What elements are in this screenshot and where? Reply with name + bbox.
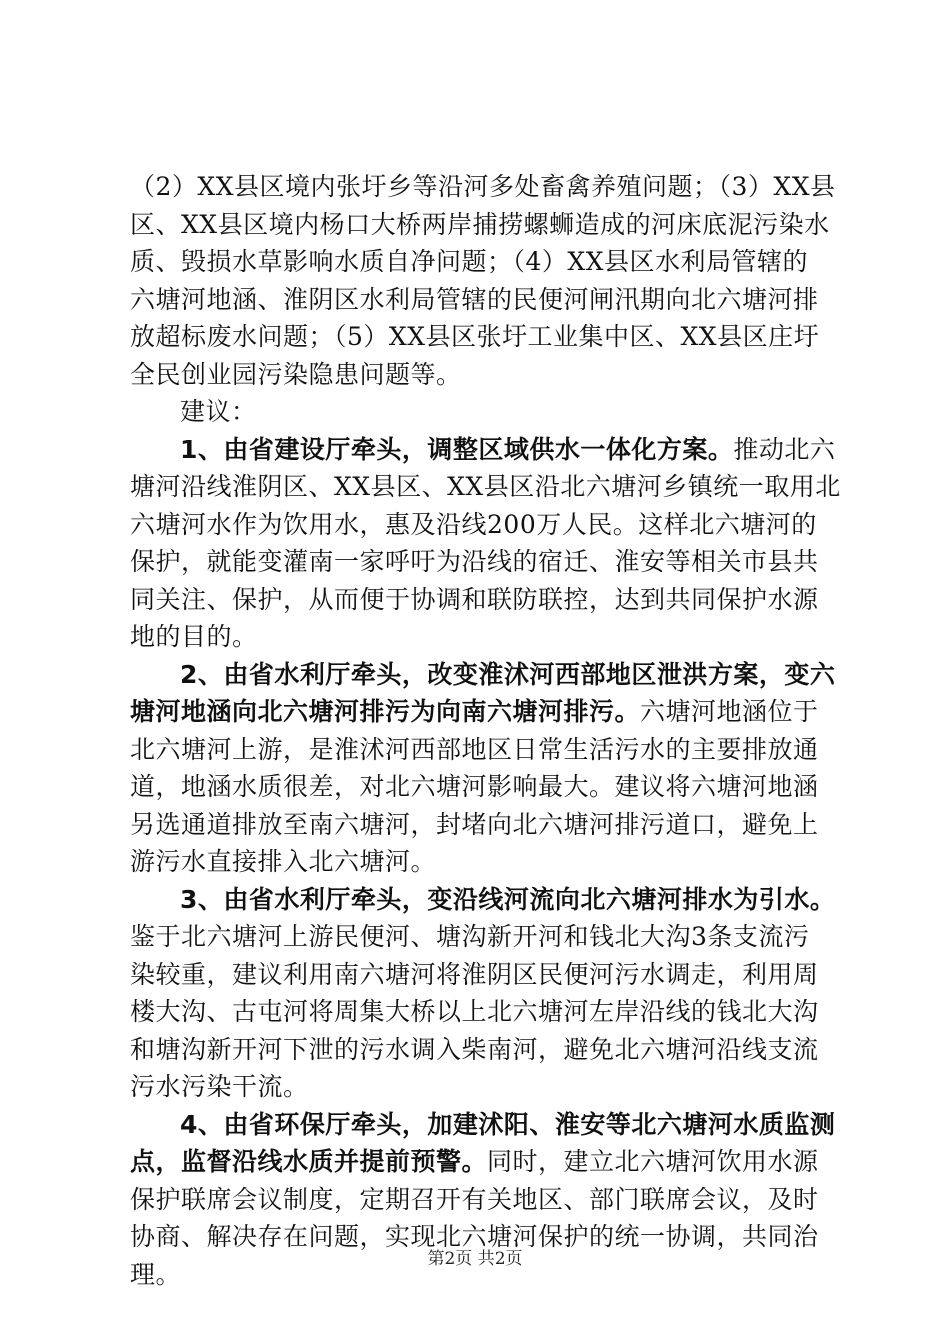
text-line — [130, 993, 842, 1031]
text-run: 六塘河地涵、淮阴区水利局管辖的民便河闸汛期向北六塘河排 — [130, 284, 819, 314]
text-line — [130, 506, 842, 544]
text-line — [130, 581, 842, 619]
text-run: 全民创业园污染隐患问题等。 — [130, 359, 462, 389]
text-run: 污水污染干流。 — [130, 1072, 309, 1101]
text-run: 区、XX县区境内杨口大桥两岸捕捞螺蛳造成的河床底泥污染水 — [130, 209, 830, 239]
text-run: 保护联席会议制度，定期召开有关地区、部门联席会议，及时 — [130, 1184, 819, 1214]
text-run: 地的目的。 — [130, 622, 258, 651]
text-line — [130, 393, 842, 431]
text-run: 染较重，建议利用南六塘河将淮阴区民便河污水调走，利用周 — [130, 959, 819, 989]
text-run: 建议： — [180, 397, 257, 426]
text-run: 北六塘河上游，是淮沭河西部地区日常生活污水的主要排放通 — [130, 734, 819, 764]
text-run: 塘河沿线淮阴区、XX县区、XX县区沿北六塘河乡镇统一取用北 — [130, 472, 841, 501]
text-line — [130, 318, 842, 356]
page-footer — [0, 1244, 950, 1269]
text-run: 游污水直接排入北六塘河。 — [130, 847, 437, 876]
page-number-label: 第2页 共2页 — [427, 1249, 523, 1269]
text-line — [130, 731, 842, 769]
text-line — [130, 843, 842, 881]
text-run: 推动北六 — [733, 434, 836, 464]
text-run: 质、毁损水草影响水质自净问题；（4）XX县区水利局管辖的 — [130, 247, 809, 276]
text-run: 道，地涵水质很差，对北六塘河影响最大。建议将六塘河地涵 — [130, 772, 819, 801]
text-line — [130, 281, 842, 319]
text-line — [130, 1068, 842, 1106]
bold-text-run: 3、由省水利厅牵头，变沿线河流向北六塘河排水为引水。 — [180, 884, 836, 914]
text-line — [130, 918, 842, 956]
text-run: 六塘河水作为饮用水，惠及沿线200万人民。这样北六塘河的 — [130, 509, 817, 539]
text-run: 同时，建立北六塘河饮用水源 — [487, 1147, 819, 1176]
text-line — [130, 618, 842, 656]
text-line — [130, 206, 842, 244]
text-run: 协商、解决存在问题，实现北六塘河保护的统一协调，共同治 — [130, 1222, 819, 1251]
text-line — [130, 431, 842, 469]
text-line — [130, 956, 842, 994]
bold-text-run: 点，监督沿线水质并提前预警。 — [130, 1147, 488, 1176]
paragraph-suggestion-1 — [130, 431, 842, 656]
paragraph-continued-issues — [130, 168, 842, 393]
text-line — [130, 1181, 842, 1219]
paragraph-suggestion-3 — [130, 881, 842, 1106]
text-run: 和塘沟新开河下泄的污水调入柴南河，避免北六塘河沿线支流 — [130, 1034, 819, 1064]
text-line — [130, 243, 842, 281]
bold-text-run: 4、由省环保厅牵头，加建沭阳、淮安等北六塘河水质监测 — [180, 1109, 836, 1139]
text-run: 保护，就能变灌南一家呼吁为沿线的宿迁、淮安等相关市县共 — [130, 547, 819, 576]
paragraph-suggestions-heading — [130, 393, 842, 431]
text-line — [130, 356, 842, 394]
text-line — [130, 656, 842, 694]
text-line — [130, 1031, 842, 1069]
text-run: （2）XX县区境内张圩乡等沿河多处畜禽养殖问题；（3）XX县 — [130, 172, 836, 201]
text-line — [130, 168, 842, 206]
text-run: 理。 — [130, 1259, 182, 1289]
text-run: 放超标废水问题；（5）XX县区张圩工业集中区、XX县区庄圩 — [130, 322, 820, 351]
text-run: 另选通道排放至南六塘河，封堵向北六塘河排污道口，避免上 — [130, 809, 819, 839]
text-line — [130, 1143, 842, 1181]
text-line — [130, 881, 842, 919]
text-line — [130, 468, 842, 506]
document-body — [130, 168, 842, 1293]
text-line — [130, 768, 842, 806]
text-line — [130, 693, 842, 731]
text-run: 六塘河地涵位于 — [640, 697, 819, 726]
text-run: 鉴于北六塘河上游民便河、塘沟新开河和钱北大沟3条支流污 — [130, 922, 810, 951]
text-run: 同关注、保护，从而便于协调和联防联控，达到共同保护水源 — [130, 584, 819, 614]
text-line — [130, 806, 842, 844]
bold-text-run: 2、由省水利厅牵头，改变淮沭河西部地区泄洪方案，变六 — [180, 659, 836, 689]
bold-text-run: 1、由省建设厅牵头，调整区域供水一体化方案。 — [180, 434, 734, 464]
text-run: 楼大沟、古屯河将周集大桥以上北六塘河左岸沿线的钱北大沟 — [130, 997, 819, 1026]
text-line — [130, 543, 842, 581]
text-line — [130, 1106, 842, 1144]
paragraph-suggestion-2 — [130, 656, 842, 881]
bold-text-run: 塘河地涵向北六塘河排污为向南六塘河排污。 — [130, 697, 641, 726]
